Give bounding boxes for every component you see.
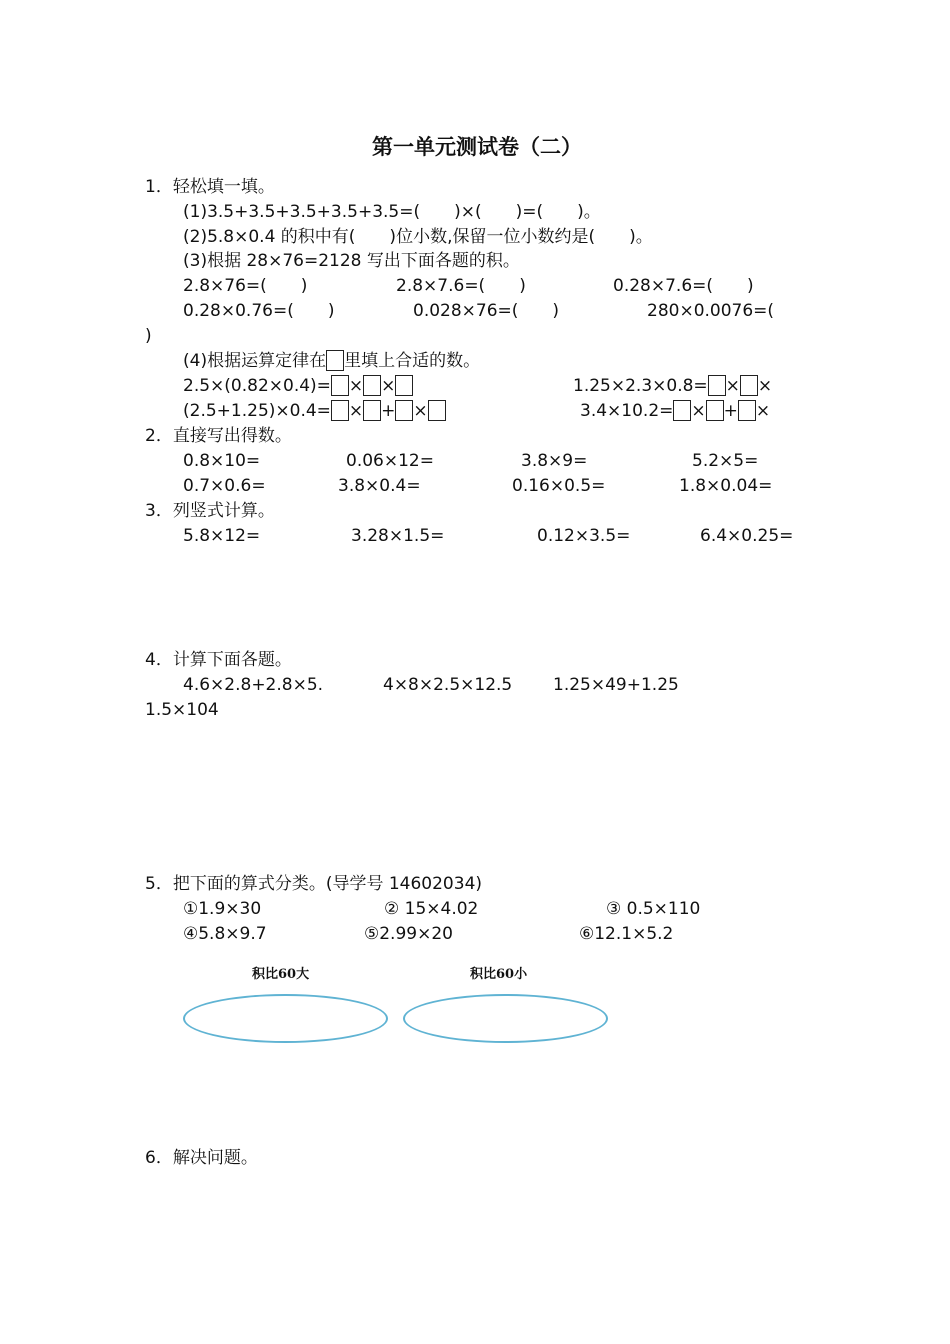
q2-item: 3.8×9= [521, 451, 588, 471]
q2-item: 0.8×10= [183, 451, 261, 471]
ellipse-greater-than-60[interactable] [183, 994, 388, 1043]
operator: × [348, 376, 364, 396]
q3-item: 3.28×1.5= [351, 526, 445, 546]
q1-p3-item: 280×0.0076=( [647, 301, 775, 321]
q4-item: 4×8×2.5×12.5 [383, 675, 513, 695]
operator: + [723, 401, 738, 421]
q1-part3: (3)根据 28×76=2128 写出下面各题的积。 [183, 251, 520, 271]
q1-p3-item: 2.8×7.6=( ) [396, 276, 526, 296]
q3-item: 5.8×12= [183, 526, 261, 546]
q4-item: 1.25×49+1.25 [553, 675, 679, 695]
q1-heading: 1．轻松填一填。 [145, 177, 275, 197]
q2-item: 3.8×0.4= [338, 476, 421, 496]
q5-item: ④5.8×9.7 [183, 924, 267, 944]
answer-box[interactable] [673, 400, 691, 421]
q2-item: 5.2×5= [692, 451, 759, 471]
q1-p3-item: 0.28×0.76=( ) [183, 301, 335, 321]
operator: × [725, 376, 740, 396]
q3-item: 0.12×3.5= [537, 526, 631, 546]
q5-item: ③ 0.5×110 [606, 899, 701, 919]
answer-box[interactable] [326, 350, 344, 371]
q5-heading: 5．把下面的算式分类。(导学号 14602034) [145, 874, 483, 894]
q4-heading: 4．计算下面各题。 [145, 650, 292, 670]
q1-p3-item: 2.8×76=( ) [183, 276, 308, 296]
answer-box[interactable] [706, 400, 724, 421]
ellipse-label-smaller: 积比60小 [470, 967, 528, 982]
q1-p4-suffix: 里填上合适的数。 [344, 351, 481, 371]
q2-item: 1.8×0.04= [679, 476, 773, 496]
q3-item: 6.4×0.25= [700, 526, 794, 546]
answer-box[interactable] [331, 375, 349, 396]
q1-part4-instruction [183, 350, 480, 372]
q5-item: ⑤2.99×20 [364, 924, 453, 944]
q2-item: 0.7×0.6= [183, 476, 266, 496]
q1-part1: (1)3.5+3.5+3.5+3.5+3.5=( )×( )=( )。 [183, 202, 601, 222]
expression: 1.25×2.3×0.8= [573, 376, 708, 396]
q6-heading: 6．解决问题。 [145, 1148, 258, 1168]
q5-item: ⑥12.1×5.2 [579, 924, 674, 944]
q1-p3-wrap: ) [145, 326, 152, 346]
expression: 2.5×(0.82×0.4)= [183, 376, 331, 396]
q1-p4-row2-right [580, 400, 770, 422]
operator: × [691, 401, 706, 421]
answer-box[interactable] [428, 400, 446, 421]
ellipse-less-than-60[interactable] [403, 994, 608, 1043]
answer-box[interactable] [395, 400, 413, 421]
ellipse-label-greater: 积比60大 [252, 967, 310, 982]
q2-heading: 2．直接写出得数。 [145, 426, 292, 446]
q1-p4-prefix: (4)根据运算定律在 [183, 351, 327, 371]
answer-box[interactable] [363, 375, 381, 396]
q2-item: 0.16×0.5= [512, 476, 606, 496]
operator: × [755, 401, 771, 421]
q4-item: 4.6×2.8+2.8×5. [183, 675, 324, 695]
q5-item: ①1.9×30 [183, 899, 262, 919]
answer-box[interactable] [708, 375, 726, 396]
q1-p4-row1-left [183, 375, 413, 397]
answer-box[interactable] [395, 375, 413, 396]
q5-item: ② 15×4.02 [384, 899, 479, 919]
operator: × [413, 401, 428, 421]
answer-box[interactable] [363, 400, 381, 421]
q2-item: 0.06×12= [346, 451, 434, 471]
q1-p3-item: 0.028×76=( ) [413, 301, 560, 321]
operator: × [757, 376, 773, 396]
q1-p4-row2-left [183, 400, 446, 422]
q3-heading: 3．列竖式计算。 [145, 501, 275, 521]
answer-box[interactable] [331, 400, 349, 421]
answer-box[interactable] [738, 400, 756, 421]
operator: + [381, 401, 396, 421]
q4-item: 1.5×104 [145, 700, 219, 720]
operator: × [348, 401, 364, 421]
expression: 3.4×10.2= [580, 401, 674, 421]
operator: × [381, 376, 396, 396]
page-title: 第一单元测试卷（二） [372, 134, 582, 159]
q1-p3-item: 0.28×7.6=( ) [613, 276, 754, 296]
q1-part2: (2)5.8×0.4 的积中有( )位小数,保留一位小数约是( )。 [183, 227, 653, 247]
answer-box[interactable] [740, 375, 758, 396]
q1-p4-row1-right [573, 375, 772, 397]
expression: (2.5+1.25)×0.4= [183, 401, 331, 421]
